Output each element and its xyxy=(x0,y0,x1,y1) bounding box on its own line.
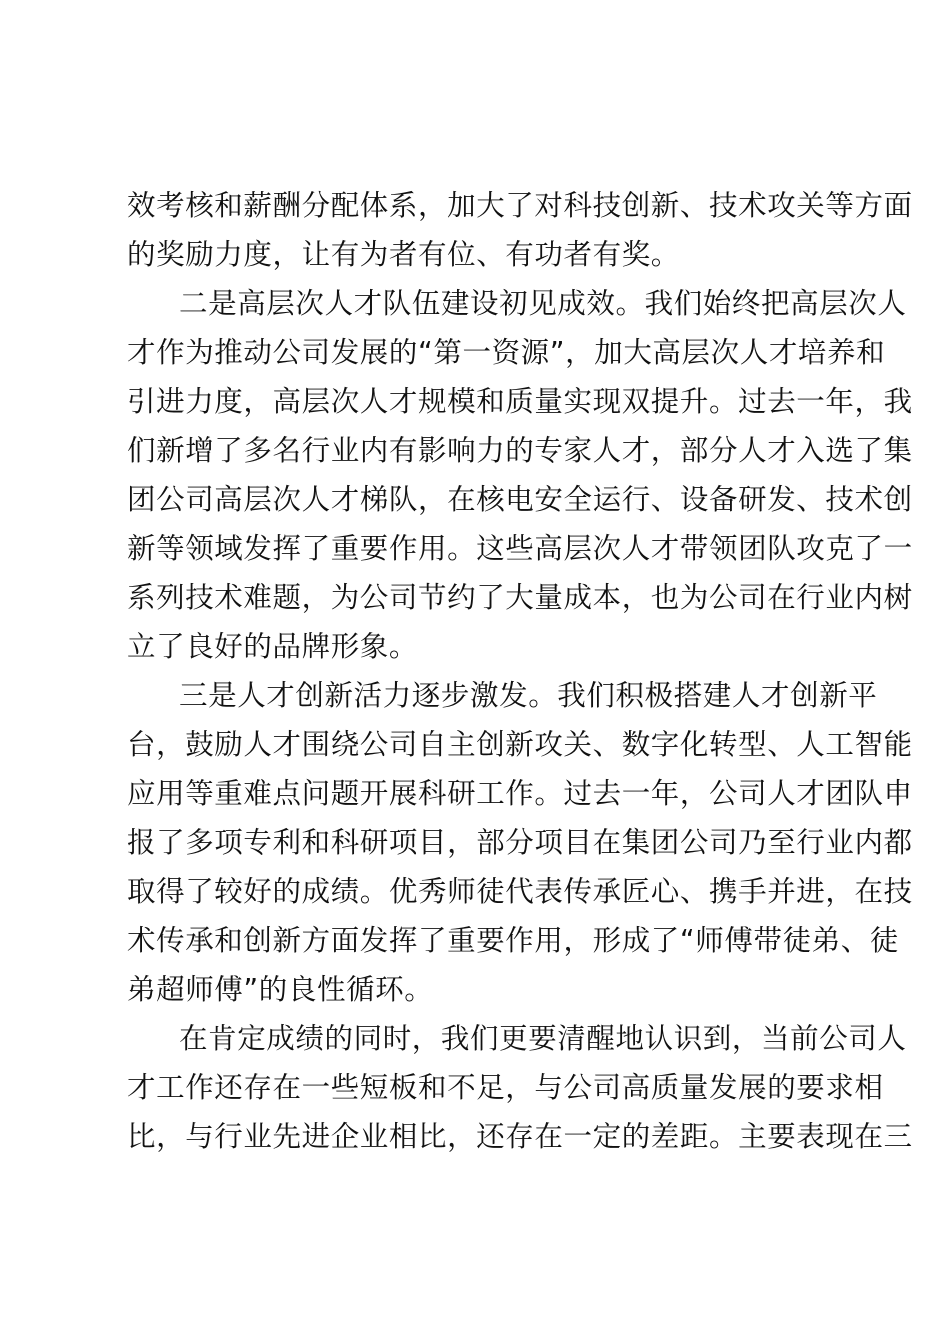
text-line: 术传承和创新方面发挥了重要作用，形成了“师傅带徒弟、徒 xyxy=(127,924,899,957)
text-line: 三是人才创新活力逐步激发。我们积极搭建人才创新平 xyxy=(179,679,878,712)
text-line: 报了多项专利和科研项目，部分项目在集团公司乃至行业内都 xyxy=(127,826,913,859)
text-line: 系列技术难题，为公司节约了大量成本，也为公司在行业内树 xyxy=(127,581,913,614)
text-line: 的奖励力度，让有为者有位、有功者有奖。 xyxy=(127,238,680,271)
text-line: 效考核和薪酬分配体系，加大了对科技创新、技术攻关等方面 xyxy=(127,189,913,222)
text-line: 台，鼓励人才围绕公司自主创新攻关、数字化转型、人工智能 xyxy=(127,728,913,761)
text-line: 二是高层次人才队伍建设初见成效。我们始终把高层次人 xyxy=(179,287,907,320)
text-line: 取得了较好的成绩。优秀师徒代表传承匠心、携手并进，在技 xyxy=(127,875,913,908)
text-line: 们新增了多名行业内有影响力的专家人才，部分人才入选了集 xyxy=(127,434,913,467)
text-line: 弟超师傅”的良性循环。 xyxy=(127,973,434,1006)
text-line: 才工作还存在一些短板和不足，与公司高质量发展的要求相 xyxy=(127,1071,884,1104)
paragraph-3 xyxy=(127,671,913,1014)
text-line: 在肯定成绩的同时，我们更要清醒地认识到，当前公司人 xyxy=(179,1022,907,1055)
text-line: 新等领域发挥了重要作用。这些高层次人才带领团队攻克了一 xyxy=(127,532,913,565)
document-page xyxy=(127,181,913,1161)
text-line: 引进力度，高层次人才规模和质量实现双提升。过去一年，我 xyxy=(127,385,913,418)
paragraph-4 xyxy=(127,1014,913,1161)
text-line: 比，与行业先进企业相比，还存在一定的差距。主要表现在三 xyxy=(127,1120,913,1153)
text-line: 才作为推动公司发展的“第一资源”，加大高层次人才培养和 xyxy=(127,336,886,369)
paragraph-1 xyxy=(127,181,913,279)
text-line: 立了良好的品牌形象。 xyxy=(127,630,419,663)
paragraph-2 xyxy=(127,279,913,671)
text-line: 应用等重难点问题开展科研工作。过去一年，公司人才团队申 xyxy=(127,777,913,810)
text-line: 团公司高层次人才梯队，在核电安全运行、设备研发、技术创 xyxy=(127,483,913,516)
